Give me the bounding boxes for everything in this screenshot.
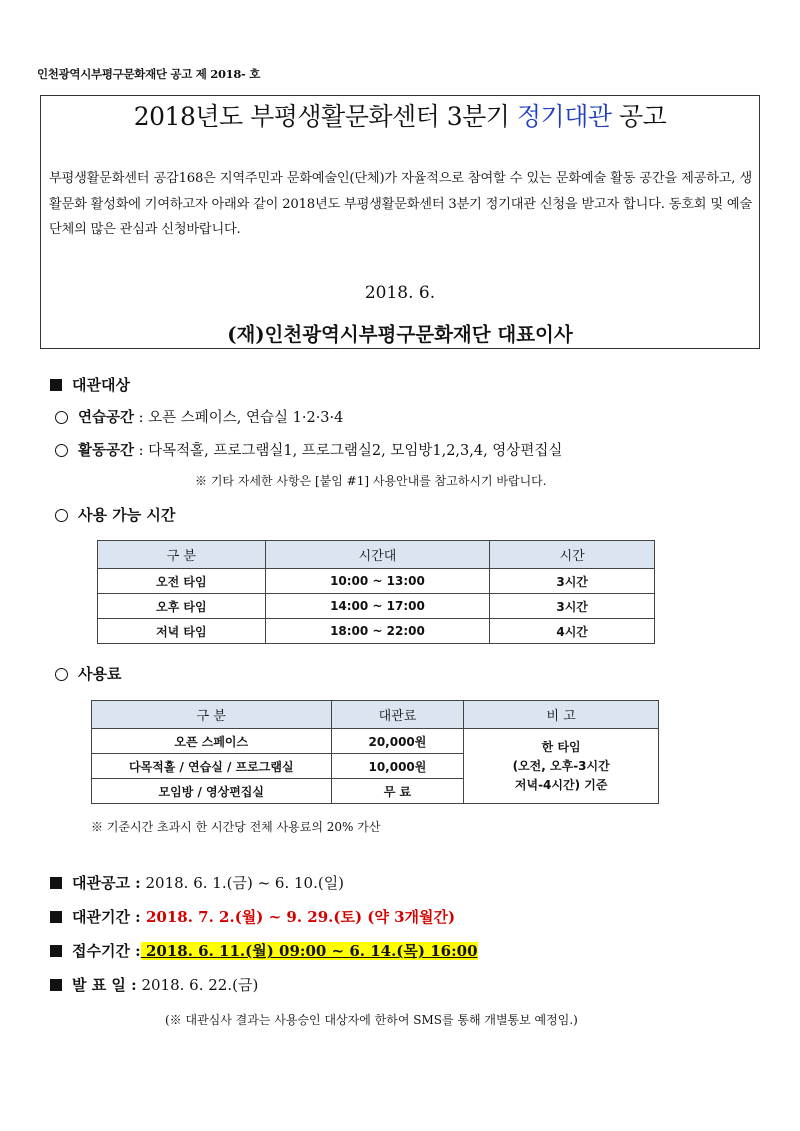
- practice-space-line: [55, 406, 343, 427]
- hours-header-duration: 시간: [490, 541, 655, 569]
- fees-header-remark: 비 고: [464, 701, 659, 729]
- sms-note: (※ 대관심사 결과는 사용승인 대상자에 한하여 SMS를 통해 개별통보 예정임.): [165, 1013, 578, 1027]
- fees-cell: 무 료: [331, 779, 464, 804]
- fees-cell: 10,000원: [331, 754, 464, 779]
- receipt-label: 접수기간 :: [72, 942, 141, 960]
- hours-cell: 18:00 ~ 22:00: [265, 619, 490, 644]
- announce-label: 대관공고 :: [72, 874, 141, 892]
- table-row: [98, 569, 655, 594]
- period-value: 2018. 7. 2.(월) ~ 9. 29.(토) (약 3개월간): [140, 908, 456, 926]
- period-line: [50, 906, 455, 927]
- hours-header-category: 구 분: [98, 541, 266, 569]
- hours-heading: [55, 504, 175, 525]
- target-heading: [50, 374, 130, 395]
- table-row: [98, 594, 655, 619]
- hours-cell: 4시간: [490, 619, 655, 644]
- title-accent: 정기대관: [516, 102, 612, 131]
- hours-cell: 오전 타임: [98, 569, 266, 594]
- result-line: [50, 974, 258, 995]
- fees-header-category: 구 분: [92, 701, 332, 729]
- circle-bullet-icon: [55, 411, 68, 424]
- fees-cell: 오픈 스페이스: [92, 729, 332, 754]
- fees-table: [91, 700, 659, 804]
- result-value: 2018. 6. 22.(금): [136, 976, 259, 994]
- announce-line: [50, 872, 344, 893]
- activity-space-line: [55, 439, 562, 460]
- hours-cell: 14:00 ~ 17:00: [265, 594, 490, 619]
- fees-remark: [464, 729, 659, 804]
- result-label: 발 표 일 :: [72, 976, 137, 994]
- table-row: [92, 729, 659, 754]
- page-title: [40, 97, 760, 133]
- fees-header-fee: 대관료: [331, 701, 464, 729]
- circle-bullet-icon: [55, 509, 68, 522]
- activity-label: 활동공간: [78, 442, 135, 459]
- table-row: [98, 619, 655, 644]
- title-prefix: 2018년도 부평생활문화센터 3분기: [133, 102, 517, 131]
- practice-value: : 오픈 스페이스, 연습실 1·2·3·4: [134, 410, 344, 426]
- fees-cell: 모임방 / 영상편집실: [92, 779, 332, 804]
- notice-number: 인천광역시부평구문화재단 공고 제 2018- 호: [37, 67, 261, 81]
- square-bullet-icon: [50, 945, 62, 957]
- announcement-date: 2018. 6.: [364, 283, 436, 303]
- issuer: (재)인천광역시부평구문화재단 대표이사: [227, 323, 573, 346]
- circle-bullet-icon: [55, 444, 68, 457]
- hours-cell: 3시간: [490, 569, 655, 594]
- hours-table: [97, 540, 655, 644]
- hours-heading-text: 사용 가능 시간: [78, 506, 176, 524]
- square-bullet-icon: [50, 877, 62, 889]
- square-bullet-icon: [50, 379, 62, 391]
- fees-remark-line: (오전, 오후-3시간: [512, 758, 610, 773]
- fees-footnote: ※ 기준시간 초과시 한 시간당 전체 사용료의 20% 가산: [91, 820, 381, 834]
- hours-header-range: 시간대: [265, 541, 490, 569]
- target-heading-text: 대관대상: [72, 376, 130, 394]
- hours-cell: 10:00 ~ 13:00: [265, 569, 490, 594]
- title-suffix: 공고: [611, 102, 667, 131]
- fees-remark-line: 저녁-4시간) 기준: [514, 777, 608, 792]
- circle-bullet-icon: [55, 668, 68, 681]
- square-bullet-icon: [50, 911, 62, 923]
- hours-cell: 저녁 타임: [98, 619, 266, 644]
- hours-cell: 오후 타임: [98, 594, 266, 619]
- receipt-value: 2018. 6. 11.(월) 09:00 ~ 6. 14.(목) 16:00: [140, 942, 478, 960]
- square-bullet-icon: [50, 979, 62, 991]
- fees-remark-line: 한 타임: [541, 739, 581, 754]
- activity-value: : 다목적홀, 프로그램실1, 프로그램실2, 모임방1,2,3,4, 영상편집실: [134, 443, 563, 459]
- intro-paragraph: 부평생활문화센터 공감168은 지역주민과 문화예술인(단체)가 자율적으로 참여할 수 있는 문화예술 활동 공간을 제공하고, 생활문화 활성화에 기여하고자 아래와 같이 2018년도 부평생활문화센터 3분기 정기대관 신청을 받고자 합니다. 동호회 및 예술단체의 많은 관심과 신청바랍니다.: [49, 171, 752, 237]
- fees-heading: [55, 663, 121, 684]
- announce-value: 2018. 6. 1.(금) ~ 6. 10.(일): [140, 874, 345, 892]
- receipt-line: [50, 940, 478, 961]
- target-note: ※ 기타 자세한 사항은 [붙임 #1] 사용안내를 참고하시기 바랍니다.: [195, 474, 547, 488]
- hours-cell: 3시간: [490, 594, 655, 619]
- period-label: 대관기간 :: [72, 908, 141, 926]
- fees-cell: 다목적홀 / 연습실 / 프로그램실: [92, 754, 332, 779]
- practice-label: 연습공간: [78, 409, 135, 426]
- fees-heading-text: 사용료: [78, 665, 122, 683]
- fees-cell: 20,000원: [331, 729, 464, 754]
